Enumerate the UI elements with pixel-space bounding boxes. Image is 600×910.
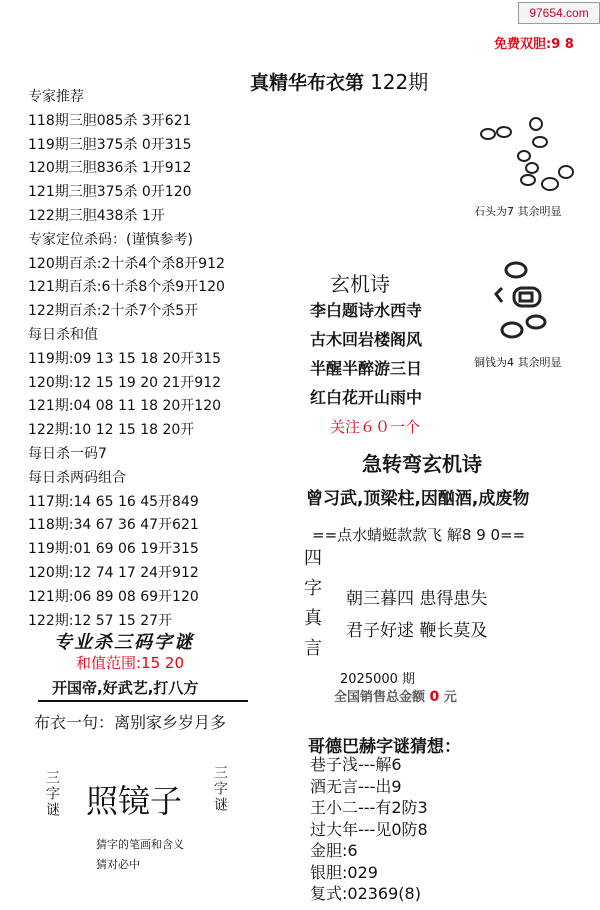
left-list-line-9: 121期百杀:6十杀8个杀9开120	[28, 279, 225, 296]
goedebach-line-2: 酒无言---出9	[310, 776, 402, 796]
three-char-answer: 照镜子	[86, 782, 183, 820]
goedebach-line-1: 巷子浅---解6	[310, 755, 402, 774]
poem-line-1: 李白题诗水西寺	[310, 301, 423, 320]
page-title-text: 真精华布衣第	[250, 72, 365, 94]
sum-range-text: 和值范围:15 20	[76, 654, 184, 672]
four-char-row-2: 君子好逑 鞭长莫及	[346, 621, 488, 641]
four-char-label-4: 言	[304, 638, 322, 659]
left-list-line-1: 专家推荐	[28, 89, 84, 105]
poem-line-2: 古木回岩楼阁风	[310, 330, 423, 349]
left-list-line-6: 122期三胆438杀 1开	[28, 207, 165, 224]
goedebach-list	[310, 754, 428, 905]
left-list-line-20: 119期:01 69 06 19开315	[28, 541, 199, 558]
poem-line-3: 半醒半醉游三日	[310, 359, 423, 378]
riddle-box-title: 专业杀三码字谜	[54, 632, 194, 653]
goedebach-line-3: 王小二---有2防3	[310, 798, 428, 817]
goedebach-line-5: 金胆:6	[310, 841, 358, 860]
riddle-hint-2: 猜对必中	[96, 858, 140, 871]
goedebach-line-7: 复式:02369(8)	[310, 884, 421, 903]
left-list-line-2: 118期三胆085杀 3开621	[28, 112, 192, 129]
four-char-label-1: 四	[304, 548, 322, 569]
poem-line-4: 红白花开山雨中	[310, 388, 423, 407]
left-list-line-16: 每日杀一码7	[28, 445, 107, 462]
expert-list	[28, 86, 308, 633]
riddle-phrase: 开国帝,好武艺,打八方	[52, 679, 199, 697]
stone-illustration	[474, 112, 584, 202]
buyi-line: 布衣一句：离别家乡岁月多	[34, 713, 227, 732]
four-char-row-1: 朝三暮四 患得患失	[346, 589, 488, 609]
follow-text: 关注６０一个	[330, 418, 421, 436]
left-list-line-17: 每日杀两码组合	[28, 469, 126, 486]
stone-caption: 石头为7 其余明显	[474, 205, 562, 218]
left-list-line-19: 118期:34 67 36 47开621	[28, 517, 199, 534]
goedebach-line-4: 过大年---见0防8	[310, 819, 428, 839]
left-list-line-11: 每日杀和值	[28, 326, 98, 343]
sharp-turn-title: 急转弯玄机诗	[362, 452, 482, 476]
left-list-line-22: 121期:06 89 08 69开120	[28, 588, 199, 605]
left-list-line-7: 专家定位杀码：(谨慎参考)	[28, 231, 193, 248]
left-list-line-21: 120期:12 74 17 24开912	[28, 564, 199, 581]
four-char-label-2: 字	[304, 578, 322, 599]
left-list-line-18: 117期:14 65 16 45开849	[28, 493, 199, 510]
left-list-line-13: 120期:12 15 19 20 21开912	[28, 374, 222, 391]
left-list-line-3: 119期三胆375杀 0开315	[28, 136, 192, 153]
site-watermark: 97654.com	[518, 2, 600, 24]
left-list-line-8: 120期百杀:2十杀4个杀8开912	[28, 255, 225, 272]
dragonfly-line: ==点水蜻蜓款款飞 解8 9 0==	[312, 526, 526, 544]
three-char-label-left: 三字谜	[44, 770, 60, 818]
left-list-line-12: 119期:09 13 15 18 20开315	[28, 350, 222, 367]
left-list-line-5: 121期三胆375杀 0开120	[28, 184, 192, 201]
left-list-line-23: 122期:12 57 15 27开	[28, 612, 173, 629]
four-char-label	[304, 544, 326, 664]
mystic-poem	[310, 296, 422, 412]
left-list-line-4: 120期三胆836杀 1开912	[28, 160, 192, 177]
phrase-box	[38, 676, 248, 702]
left-list-line-10: 122期百杀:2十杀7个杀5开	[28, 303, 199, 320]
sharp-turn-line: 曾习武,顶梁柱,因酗酒,成废物	[306, 489, 530, 509]
left-list-line-14: 121期:04 08 11 18 20开120	[28, 398, 222, 415]
goedebach-line-6: 银胆:029	[310, 862, 378, 882]
riddle-hint-1: 猜字的笔画和含义	[96, 838, 184, 851]
coin-caption: 铜钱为4 其余明显	[474, 356, 562, 369]
coin-illustration	[490, 258, 570, 348]
three-char-label-right: 三字谜	[212, 765, 228, 813]
free-double-text: 免费双胆:9 8	[494, 37, 574, 52]
sales-label: 全国销售总金额	[334, 690, 426, 705]
mystic-poem-title: 玄机诗	[330, 272, 390, 296]
sales-total	[334, 686, 457, 705]
goedebach-title: 哥德巴赫字谜猜想：	[308, 737, 461, 757]
issue-number: 122期	[370, 70, 429, 94]
sales-issue: 2025000 期	[340, 672, 416, 687]
sales-amount: 0	[429, 689, 440, 705]
four-char-label-3: 真	[304, 608, 322, 629]
left-list-line-15: 122期:10 12 15 18 20开	[28, 422, 195, 439]
sales-unit: 元	[443, 690, 457, 705]
